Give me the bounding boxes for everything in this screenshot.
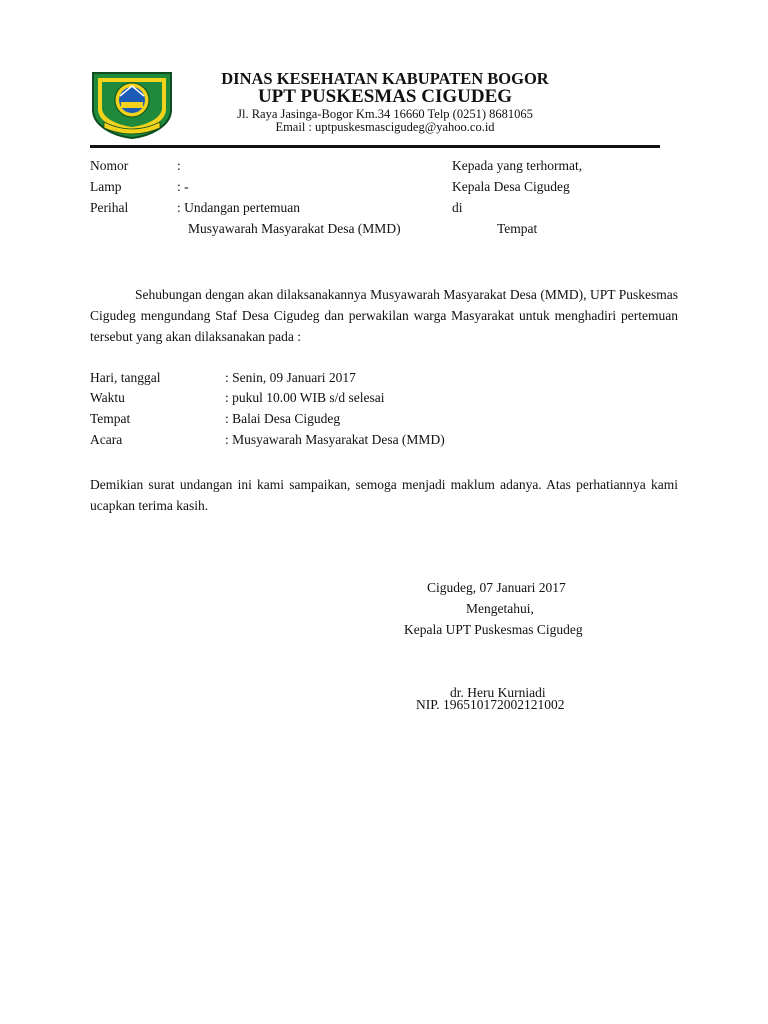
closing-paragraph: Demikian surat undangan ini kami sampaikan, semoga menjadi maklum adanya. Atas perhatiannya kami ucapkan terima kasih.: [90, 477, 678, 513]
detail-label-event: Acara: [90, 432, 123, 447]
nomor-value: :: [177, 158, 181, 173]
letterhead-address: Jl. Raya Jasinga-Bogor Km.34 16660 Telp (0251) 8681065: [237, 107, 533, 121]
recipient-name: Kepala Desa Cigudeg: [452, 179, 570, 194]
letterhead-divider: [90, 145, 660, 148]
signature-nip: NIP. 196510172002121002: [416, 697, 565, 712]
letterhead-email: Email : uptpuskesmascigudeg@yahoo.co.id: [275, 120, 495, 134]
puskesmas-logo: [90, 70, 174, 140]
letterhead-unit: UPT PUSKESMAS CIGUDEG: [257, 86, 513, 107]
opening-paragraph-text: Sehubungan dengan akan dilaksanakannya Musyawarah Masyarakat Desa (MMD), UPT Puskesmas Cigudeg mengundang Staf Desa Cigudeg dan perwakilan warga Masyarakat untuk menghadiri pertemuan tersebut yang akan dilaksanakan pada :: [90, 287, 678, 344]
detail-value-place: : Balai Desa Cigudeg: [225, 411, 341, 426]
detail-value-time: : pukul 10.00 WIB s/d selesai: [225, 390, 385, 405]
recipient-greeting: Kepada yang terhormat,: [452, 158, 583, 173]
opening-paragraph: [90, 284, 678, 347]
detail-label-time: Waktu: [90, 390, 125, 405]
letterhead-agency: DINAS KESEHATAN KABUPATEN BOGOR: [221, 69, 549, 88]
detail-value-event: : Musyawarah Masyarakat Desa (MMD): [225, 432, 445, 447]
recipient-di: di: [452, 200, 463, 215]
perihal-continuation: Musyawarah Masyarakat Desa (MMD): [188, 221, 401, 236]
nomor-label: Nomor: [90, 158, 129, 173]
perihal-value: : Undangan pertemuan: [177, 200, 300, 215]
perihal-label: Perihal: [90, 200, 129, 215]
detail-label-date: Hari, tanggal: [90, 370, 161, 385]
signature-place-date: Cigudeg, 07 Januari 2017: [427, 580, 566, 595]
detail-value-date: : Senin, 09 Januari 2017: [225, 370, 356, 385]
lamp-label: Lamp: [90, 179, 122, 194]
detail-label-place: Tempat: [90, 411, 131, 426]
signature-position: Kepala UPT Puskesmas Cigudeg: [404, 622, 583, 637]
recipient-place: Tempat: [497, 221, 538, 236]
signature-mengetahui: Mengetahui,: [466, 601, 534, 616]
signature-name: dr. Heru Kurniadi: [450, 685, 546, 700]
lamp-value: : -: [177, 179, 189, 194]
